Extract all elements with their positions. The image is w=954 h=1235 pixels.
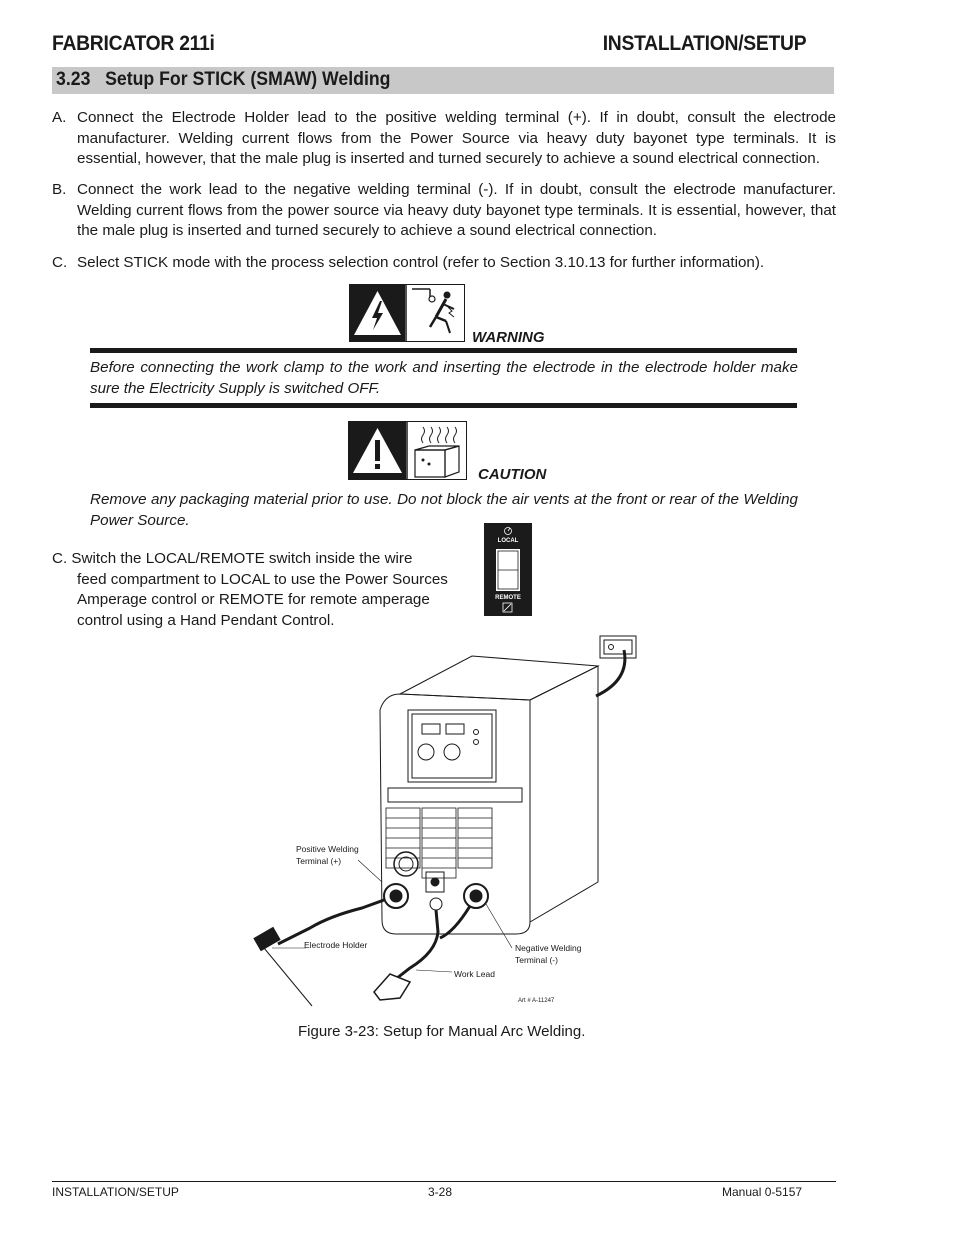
figure-caption: Figure 3-23: Setup for Manual Arc Welding. (298, 1023, 586, 1040)
switch-local-label: LOCAL (497, 538, 519, 544)
positive-terminal-label: Positive Welding Terminal (+) (296, 844, 359, 866)
work-lead-label: Work Lead (454, 969, 495, 979)
art-number-label: Art # A-11247 (518, 998, 555, 1004)
warning-icon-box (349, 284, 465, 342)
footer-rule (52, 1181, 836, 1182)
step-c-switch (52, 549, 462, 631)
step-text: Connect the work lead to the negative welding terminal (-). If in doubt, consult the electrode manufacturer. Welding current flows from the power source via heavy duty bayonet type terminals. It is essential, however, that the male plug is inserted and turned securely to achieve a sound electrical connection. (77, 181, 836, 239)
step-label: B. (52, 181, 67, 198)
step-text: Select STICK mode with the process selection control (refer to Section 3.10.13 for further information). (77, 254, 765, 271)
step-b (52, 180, 836, 242)
chapter-title: INSTALLATION/SETUP (602, 32, 806, 55)
local-remote-switch-panel (484, 523, 532, 616)
footer-manual-number: Manual 0-5157 (722, 1185, 803, 1199)
switch-graphic (484, 523, 532, 616)
warning-top-rule (90, 348, 797, 353)
product-title: FABRICATOR 211i (52, 32, 215, 55)
section-heading-bar (52, 67, 834, 94)
caution-text: Remove any packaging material prior to use. Do not block the air vents at the front or rear of the Welding Power Source. (90, 491, 798, 529)
welding-setup-figure (240, 632, 640, 1012)
warning-title: WARNING (472, 329, 545, 346)
caution-ventilation-icon (349, 422, 466, 479)
step-text: Connect the Electrode Holder lead to the positive welding terminal (+). If in doubt, consult the electrode manufacturer. Welding current flows from the Power Source via heavy duty bayonet type terminals. It is essential, however, that the male plug is inserted and turned securely to achieve a sound electrical connection. (77, 109, 836, 167)
footer-section: INSTALLATION/SETUP (52, 1185, 179, 1199)
section-title: 3.23 Setup For STICK (SMAW) Welding (56, 69, 391, 90)
footer-page-number: 3-28 (428, 1185, 453, 1199)
page-header (52, 32, 806, 58)
switch-remote-label: REMOTE (495, 595, 521, 601)
warning-text: Before connecting the work clamp to the work and inserting the electrode in the electrode holder make sure the Electricity Supply is switched OFF. (90, 359, 798, 397)
negative-terminal-label: Negative Welding Terminal (-) (515, 943, 582, 965)
step-first-line: Switch the LOCAL/REMOTE switch inside the wire (71, 550, 413, 567)
step-a (52, 108, 836, 170)
caution-title: CAUTION (478, 466, 547, 483)
electrode-holder-label: Electrode Holder (304, 940, 368, 950)
step-label: A. (52, 109, 67, 126)
warning-bottom-rule (90, 403, 797, 408)
step-c (52, 253, 836, 274)
step-rest-text: feed compartment to LOCAL to use the Power Sources Amperage control or REMOTE for remote amperage control using a Hand Pendant Control. (77, 570, 448, 629)
electric-shock-warning-icon (350, 285, 464, 341)
caution-icon-box (348, 421, 467, 480)
step-label: C. (52, 550, 68, 567)
step-label: C. (52, 254, 68, 271)
